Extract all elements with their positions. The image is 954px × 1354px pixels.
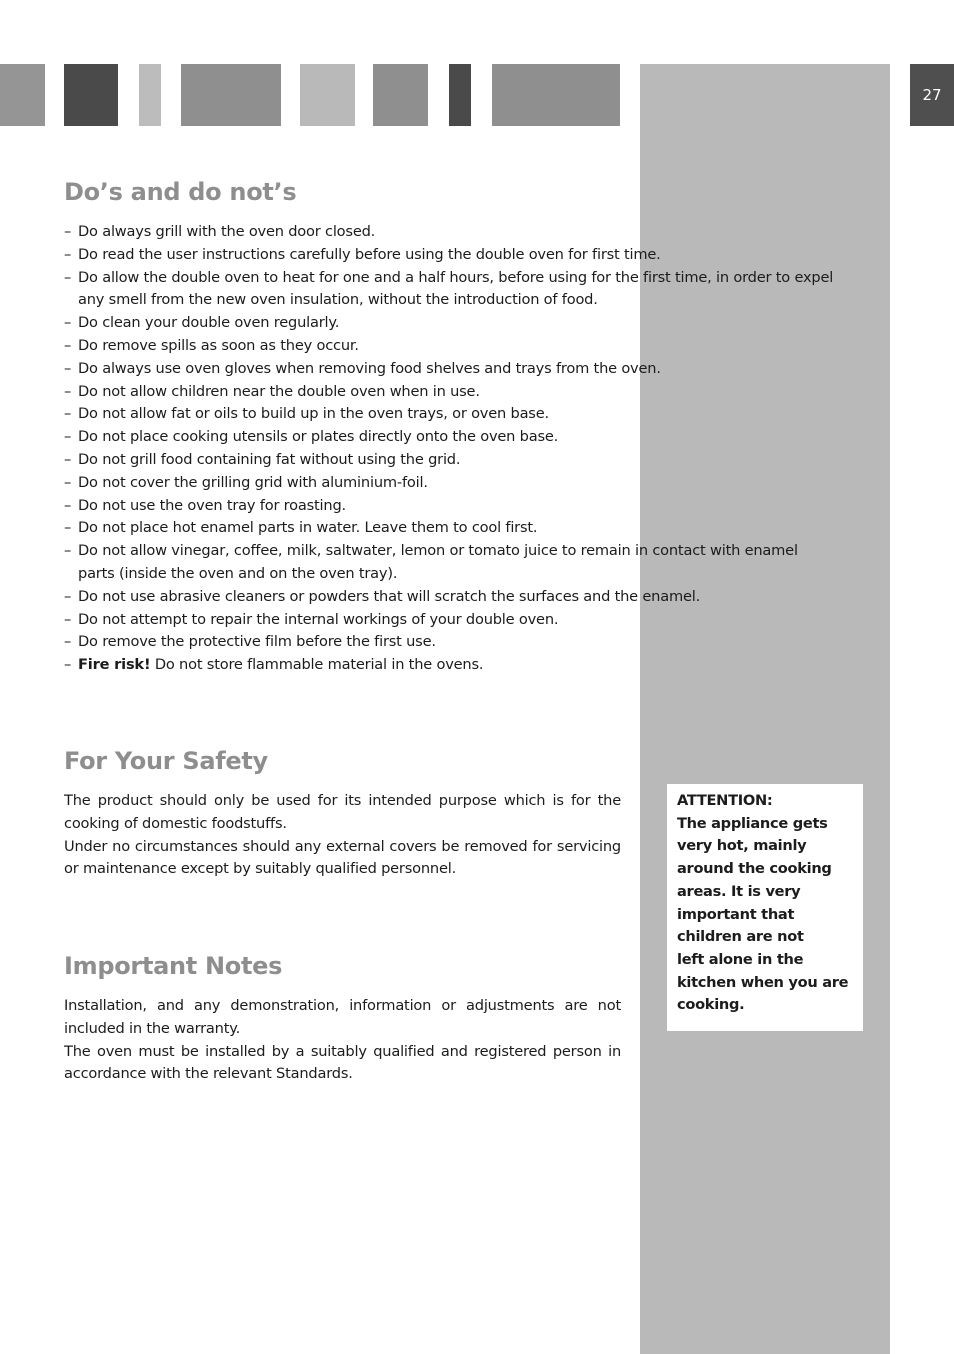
attention-line: areas. It is very bbox=[677, 882, 801, 900]
header-bar bbox=[181, 64, 281, 126]
fire-risk-label: Fire risk! bbox=[78, 656, 151, 674]
attention-line: around the cooking bbox=[677, 860, 832, 878]
header-bar bbox=[492, 64, 620, 126]
list-item: – Do not place cooking utensils or plates directly onto the oven base. bbox=[64, 426, 834, 449]
safety-paragraph: Under no circumstances should any external covers be removed for servicing or maintenance except by suitably qualified personnel. bbox=[64, 837, 621, 878]
list-item: – Do not allow fat or oils to build up in the oven trays, or oven base. bbox=[64, 403, 834, 426]
attention-line: important that bbox=[677, 905, 795, 923]
list-item: – Do allow the double oven to heat for one and a half hours, before using for the first time, in order to expel any smell from the new oven insulation, without the introduction of food. bbox=[64, 267, 834, 313]
attention-line: cooking. bbox=[677, 996, 745, 1014]
safety-heading: For Your Safety bbox=[64, 747, 268, 775]
list-item: – Do not grill food containing fat without using the grid. bbox=[64, 449, 834, 472]
header-bar bbox=[300, 64, 355, 126]
notes-paragraph: The oven must be installed by a suitably qualified and registered person in accordance with the relevant Standards. bbox=[64, 1042, 621, 1083]
header-bar bbox=[64, 64, 118, 126]
list-item: – Do always grill with the oven door closed. bbox=[64, 221, 834, 244]
header-bar bbox=[0, 64, 45, 126]
list-item: – Do not attempt to repair the internal workings of your double oven. bbox=[64, 609, 834, 632]
attention-line: left alone in the bbox=[677, 950, 804, 968]
attention-line: ATTENTION: bbox=[677, 792, 773, 809]
attention-line: The appliance gets bbox=[677, 814, 828, 832]
header-bar bbox=[373, 64, 428, 126]
fire-risk-text: Do not store flammable material in the ovens. bbox=[150, 656, 484, 674]
attention-line: children are not bbox=[677, 928, 804, 946]
notes-heading: Important Notes bbox=[64, 952, 283, 980]
attention-box bbox=[667, 784, 863, 1031]
notes-paragraph: Installation, and any demonstration, information or adjustments are not included in the warranty. bbox=[64, 997, 621, 1037]
safety-paragraph: The product should only be used for its intended purpose which is for the cooking of domestic foodstuffs. bbox=[64, 792, 621, 832]
fire-risk-item bbox=[64, 654, 834, 677]
list-item: – Do not cover the grilling grid with aluminium-foil. bbox=[64, 472, 834, 495]
list-item: – Do not allow children near the double oven when in use. bbox=[64, 381, 834, 404]
attention-line: kitchen when you are bbox=[677, 973, 849, 991]
list-item: – Do not allow vinegar, coffee, milk, saltwater, lemon or tomato juice to remain in contact with enamel parts (inside the oven and on the oven tray). bbox=[64, 540, 834, 586]
notes-text bbox=[64, 995, 621, 1086]
safety-text bbox=[64, 790, 621, 881]
list-item: – Do clean your double oven regularly. bbox=[64, 312, 834, 335]
page-number: 27 bbox=[910, 64, 954, 126]
list-item: – Do not place hot enamel parts in water. Leave them to cool first. bbox=[64, 517, 834, 540]
list-item: – Do always use oven gloves when removing food shelves and trays from the oven. bbox=[64, 358, 834, 381]
dos-heading: Do’s and do not’s bbox=[64, 178, 297, 206]
list-item: – Do remove the protective film before the first use. bbox=[64, 631, 834, 654]
list-item: – Do not use abrasive cleaners or powders that will scratch the surfaces and the enamel. bbox=[64, 586, 834, 609]
header-bar bbox=[449, 64, 471, 126]
dos-list bbox=[64, 221, 834, 677]
list-item: – Do remove spills as soon as they occur. bbox=[64, 335, 834, 358]
attention-line: very hot, mainly bbox=[677, 837, 807, 855]
header-bar bbox=[139, 64, 161, 126]
list-item: – Do read the user instructions carefully before using the double oven for first time. bbox=[64, 244, 834, 267]
list-item: – Do not use the oven tray for roasting. bbox=[64, 495, 834, 518]
